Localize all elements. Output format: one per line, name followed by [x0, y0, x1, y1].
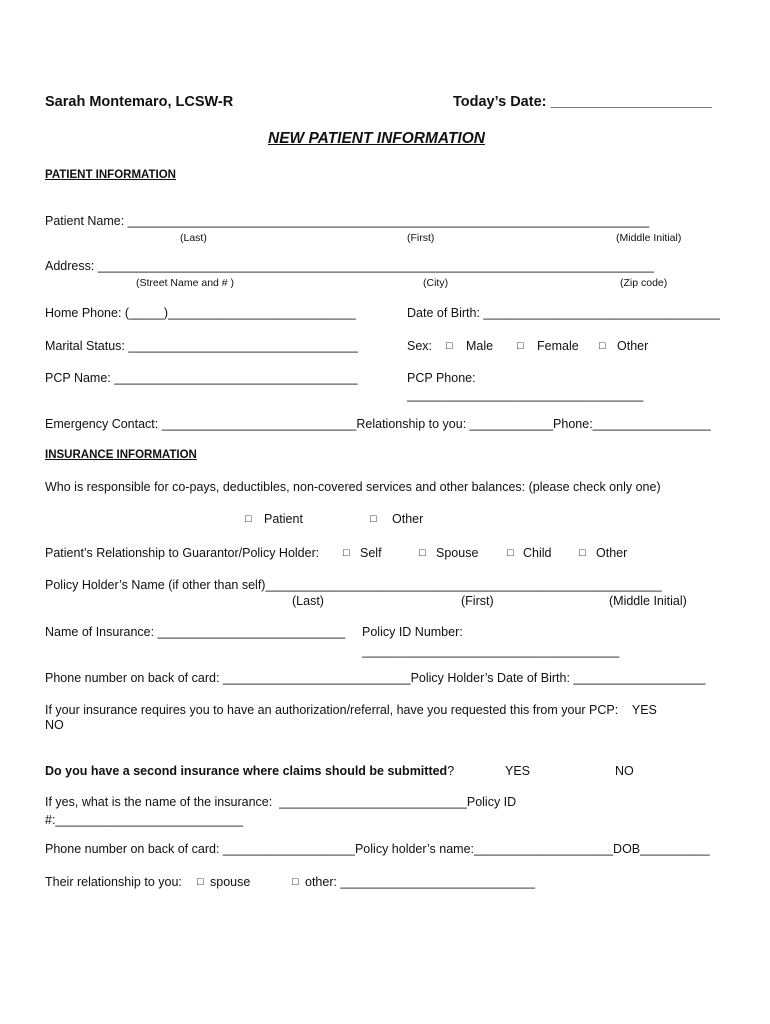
checkbox-icon[interactable]: □	[517, 340, 524, 352]
rel-spouse-label: Spouse	[436, 546, 479, 560]
checkbox-icon[interactable]: □	[343, 547, 350, 559]
provider-name: Sarah Montemaro, LCSW-R	[45, 94, 234, 110]
holder-middle-initial-caption: (Middle Initial)	[609, 594, 687, 608]
holder-last-caption: (Last)	[292, 594, 324, 608]
sex-other-label: Other	[617, 339, 649, 353]
date-of-birth-field[interactable]: Date of Birth: __________________________________	[407, 306, 720, 320]
todays-date-field[interactable]: Today’s Date: ____________________	[453, 94, 712, 110]
sex-female-label: Female	[537, 339, 579, 353]
address-zip-caption: (Zip code)	[620, 277, 668, 289]
patient-info-heading: PATIENT INFORMATION	[45, 169, 176, 181]
checkbox-icon[interactable]: □	[419, 547, 426, 559]
address-field[interactable]: Address: ________________________________________________________________________________	[45, 259, 654, 273]
policy-id-field[interactable]: _____________________________________	[362, 644, 620, 658]
checkbox-icon[interactable]: □	[446, 340, 453, 352]
name-last-caption: (Last)	[180, 232, 207, 244]
insurance-name-field[interactable]: Name of Insurance: ___________________________	[45, 625, 346, 639]
holder-first-caption: (First)	[461, 594, 494, 608]
home-phone-field[interactable]: Home Phone: (_____)___________________________	[45, 306, 356, 320]
checkbox-icon[interactable]: □	[292, 876, 299, 888]
pcp-phone-label: PCP Phone:	[407, 371, 476, 385]
checkbox-icon[interactable]: □	[507, 547, 514, 559]
checkbox-icon[interactable]: □	[579, 547, 586, 559]
name-first-caption: (First)	[407, 232, 435, 244]
policy-id-label: Policy ID Number:	[362, 625, 463, 639]
rel-self-label: Self	[360, 546, 382, 560]
authorization-no[interactable]: NO	[45, 718, 64, 732]
checkbox-icon[interactable]: □	[245, 513, 252, 525]
their-relationship-label: Their relationship to you:	[45, 875, 182, 889]
responsible-question: Who is responsible for co-pays, deductibles, non-covered services and other balances: (please check only one)	[45, 480, 661, 494]
sex-male-label: Male	[466, 339, 494, 353]
guarantor-relationship-label: Patient’s Relationship to Guarantor/Policy Holder:	[45, 546, 320, 560]
policy-holder-name-field[interactable]: Policy Holder’s Name (if other than self)_________________________________________________________	[45, 578, 662, 592]
insurance-info-heading: INSURANCE INFORMATION	[45, 449, 197, 461]
second-insurance-question-mark: ?	[447, 764, 455, 778]
pcp-name-field[interactable]: PCP Name: ___________________________________	[45, 371, 358, 385]
checkbox-icon[interactable]: □	[197, 876, 204, 888]
name-middle-initial-caption: (Middle Initial)	[616, 232, 682, 244]
rel-child-label: Child	[523, 546, 552, 560]
address-street-caption: (Street Name and # )	[136, 277, 235, 289]
address-city-caption: (City)	[423, 277, 449, 289]
emergency-contact-field[interactable]: Emergency Contact: ____________________________Relationship to you: ____________Phone:_________________	[45, 417, 711, 431]
sex-label: Sex:	[407, 339, 433, 353]
pcp-phone-field[interactable]: __________________________________	[407, 388, 644, 402]
marital-status-field[interactable]: Marital Status: _________________________________	[45, 339, 358, 353]
second-card-phone-field[interactable]: Phone number on back of card: ___________________Policy holder’s name:____________________DOB__________	[45, 842, 710, 856]
their-rel-spouse-label: spouse	[210, 875, 251, 889]
page-title: NEW PATIENT INFORMATION	[268, 130, 485, 147]
second-insurance-name-field[interactable]: If yes, what is the name of the insurance: ___________________________Policy ID	[45, 795, 517, 809]
rel-other-label: Other	[596, 546, 628, 560]
second-insurance-question	[45, 764, 454, 779]
their-rel-other-field[interactable]: other: ____________________________	[305, 875, 536, 889]
second-insurance-yes[interactable]: YES	[505, 764, 531, 778]
checkbox-icon[interactable]: □	[599, 340, 606, 352]
responsible-other-label: Other	[392, 512, 424, 526]
second-policy-id-field[interactable]: #:___________________________	[45, 813, 244, 827]
responsible-patient-label: Patient	[264, 512, 303, 526]
second-insurance-no[interactable]: NO	[615, 764, 634, 778]
authorization-question: If your insurance requires you to have an authorization/referral, have you requested this from your PCP: YES	[45, 703, 657, 717]
patient-name-field[interactable]: Patient Name: ___________________________________________________________________________	[45, 214, 650, 228]
second-insurance-question-text: Do you have a second insurance where claims should be submitted	[45, 764, 448, 778]
checkbox-icon[interactable]: □	[370, 513, 377, 525]
card-phone-holder-dob-field[interactable]: Phone number on back of card: ___________________________Policy Holder’s Date of Birth: ___________________	[45, 671, 706, 685]
